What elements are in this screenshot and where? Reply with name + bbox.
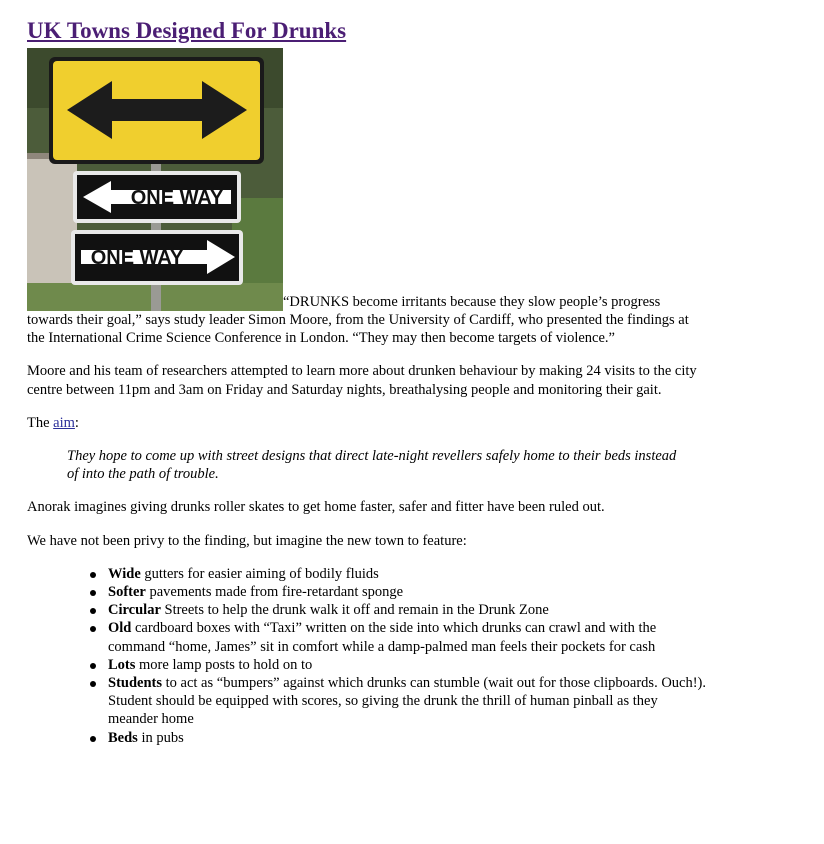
list-item	[108, 656, 708, 674]
paragraph-new-town: We have not been privy to the finding, but imagine the new town to feature:	[27, 532, 467, 549]
feature-text: to act as “bumpers” against which drunks can stumble (wait out for those clipboards. Ouch!). Student should be equipped with scores, so giving the drunk the thrill of human pinball as they meander home	[108, 675, 707, 728]
feature-text: cardboard boxes with “Taxi” written on the side into which drunks can crawl and with the command “home, James” sit in comfort while a damp-palmed man feels their pockets for cash	[108, 620, 657, 655]
bullet-icon	[90, 572, 96, 578]
feature-text: pavements made from fire-retardant sponge	[145, 584, 404, 601]
list-item	[108, 565, 708, 583]
bullet-icon	[90, 736, 96, 742]
list-item	[108, 729, 708, 747]
lead-paragraph	[27, 48, 707, 347]
bullet-icon	[90, 663, 96, 669]
paragraph-aim	[27, 414, 707, 432]
feature-keyword: Lots	[108, 656, 136, 673]
feature-keyword: Beds	[108, 729, 138, 746]
list-item	[108, 619, 708, 655]
one-way-signs-photo	[27, 48, 283, 311]
feature-text: Streets to help the drunk walk it off and remain in the Drunk Zone	[160, 602, 549, 619]
paragraph-research: Moore and his team of researchers attempted to learn more about drunken behaviour by making 24 visits to the city centre between 11pm and 3am on Friday and Saturday nights, breathalysing people and monitoring their gait.	[27, 363, 697, 398]
paragraph-roller-skates: Anorak imagines giving drunks roller skates to get home faster, safer and fitter have been ruled out.	[27, 499, 605, 516]
feature-keyword: Softer	[108, 584, 146, 601]
feature-text: in pubs	[137, 729, 184, 746]
feature-text: gutters for easier aiming of bodily fluids	[140, 565, 379, 582]
aim-prefix: The	[27, 414, 54, 431]
signs-illustration	[27, 48, 283, 311]
paragraph-quote-drunks: “DRUNKS become irritants because they slow people’s progress towards their goal,” says study leader Simon Moore, from the University of Cardiff, who presented the findings at the International Crime Science Conference in London. “They may then become targets of violence.”	[27, 293, 689, 347]
article-title	[27, 14, 707, 48]
list-item	[108, 601, 708, 619]
list-item	[108, 583, 708, 601]
bullet-icon	[90, 590, 96, 596]
feature-keyword: Students	[108, 675, 162, 692]
bullet-icon	[90, 626, 96, 632]
feature-text: more lamp posts to hold on to	[135, 656, 313, 673]
feature-keyword: Circular	[108, 602, 161, 619]
aim-link[interactable]: aim	[53, 414, 75, 431]
feature-keyword: Old	[108, 620, 132, 637]
bullet-icon	[90, 608, 96, 614]
sign-top-label: ONE WAY	[130, 187, 224, 209]
bullet-icon	[90, 681, 96, 687]
feature-keyword: Wide	[108, 565, 141, 582]
sign-bottom-label: ONE WAY	[90, 247, 184, 269]
aim-quote: They hope to come up with street designs that direct late-night revellers safely home to their beds instead of into the path of trouble.	[67, 448, 677, 483]
article	[27, 14, 707, 747]
aim-suffix: :	[74, 414, 79, 431]
features-list	[27, 565, 708, 747]
article-title-link[interactable]: UK Towns Designed For Drunks	[27, 18, 347, 43]
list-item	[108, 674, 708, 729]
